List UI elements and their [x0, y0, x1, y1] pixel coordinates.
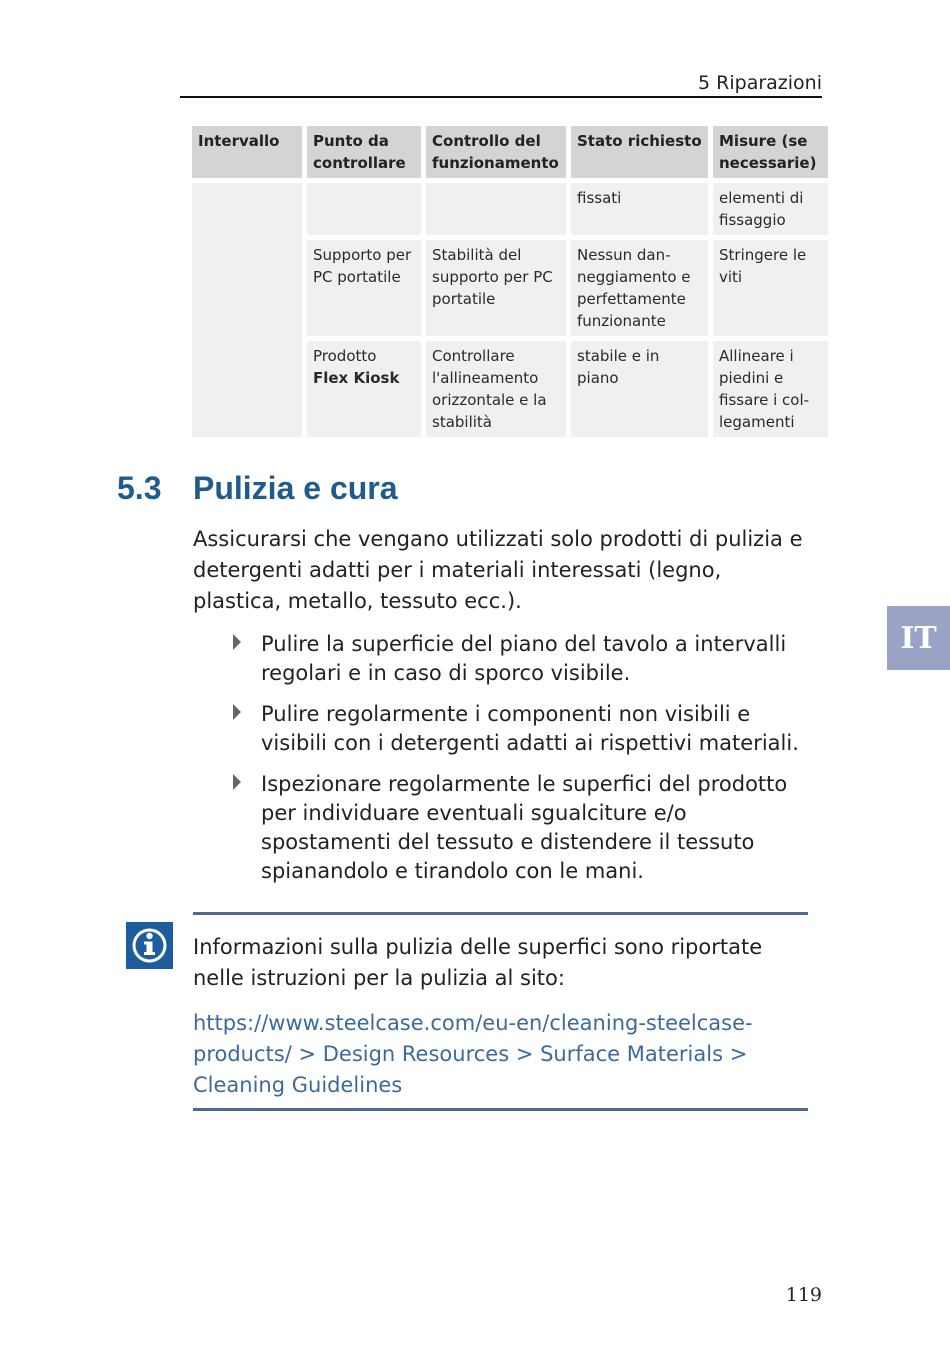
table-cell: stabile e in piano — [571, 341, 708, 437]
table-cell: elementi di fissaggio — [713, 183, 828, 235]
header-rule — [180, 96, 822, 98]
section-number: 5.3 — [117, 470, 162, 506]
note-text: Informazioni sulla pulizia delle superfici sono riportate nelle istruzioni per la pulizia al sito: — [193, 935, 763, 990]
table-cell — [307, 341, 421, 437]
table-cell: Stringere le viti — [713, 240, 828, 336]
table-header-cell: Punto da controllare — [307, 126, 421, 178]
table-cell: fissati — [571, 183, 708, 235]
product-prefix: Prodotto — [313, 347, 377, 365]
page-number: 119 — [785, 1284, 822, 1306]
table-row — [192, 183, 828, 235]
table-header-cell: Intervallo — [192, 126, 302, 178]
table-header-cell: Controllo del funzionamento — [426, 126, 566, 178]
list-item — [230, 770, 810, 886]
bullet-triangle-icon — [233, 704, 241, 720]
section-title: Pulizia e cura — [193, 470, 398, 506]
list-item-text: Pulire regolarmente i componenti non visibili e visibili con i detergenti adatti ai rispettivi materiali. — [261, 702, 799, 755]
section-intro: Assicurarsi che vengano utilizzati solo prodotti di pulizia e detergenti adatti per i materiali interessati (legno, plastica, metallo, tessuto ecc.). — [193, 527, 803, 613]
bullet-triangle-icon — [233, 634, 241, 650]
note-rule-top — [193, 912, 808, 915]
list-item-text: Ispezionare regolarmente le superfici del prodotto per individuare eventuali sgualciture e/o spostamenti del tessuto e distendere il tessuto spianandolo e tirandolo con le mani. — [261, 772, 788, 883]
bullet-triangle-icon — [233, 774, 241, 790]
table-cell: Supporto per PC portatile — [307, 240, 421, 336]
cleaning-guidelines-link[interactable]: https://www.steelcase.com/eu-en/cleaning-steelcase-products/ > Design Resources > Surface Materials > Cleaning Guidelines — [193, 1011, 753, 1097]
table-cell: Controllare l'allineamento orizzontale e la stabilità — [426, 341, 566, 437]
list-item — [230, 630, 810, 688]
table-cell: Stabilità del supporto per PC portatile — [426, 240, 566, 336]
table-cell — [307, 183, 421, 235]
maintenance-table — [187, 121, 833, 442]
chapter-label: 5 Riparazioni — [698, 72, 822, 94]
table-header-cell: Misure (se necessarie) — [713, 126, 828, 178]
note-rule-bottom — [193, 1108, 808, 1111]
list-item-text: Pulire la superficie del piano del tavolo a intervalli regolari e in caso di sporco visibile. — [261, 632, 787, 685]
table-header-row — [192, 126, 828, 178]
table-cell: Allineare i piedini e fissare i col-legamenti — [713, 341, 828, 437]
info-icon — [126, 922, 173, 969]
table-cell: Nessun dan-neggiamento e perfettamente funzionante — [571, 240, 708, 336]
product-name: Flex Kiosk — [313, 369, 400, 387]
table-cell-intervallo — [192, 183, 302, 437]
table-header-cell: Stato richiesto — [571, 126, 708, 178]
language-tab: IT — [887, 606, 950, 670]
table-cell — [426, 183, 566, 235]
instruction-list — [230, 630, 810, 898]
list-item — [230, 700, 810, 758]
